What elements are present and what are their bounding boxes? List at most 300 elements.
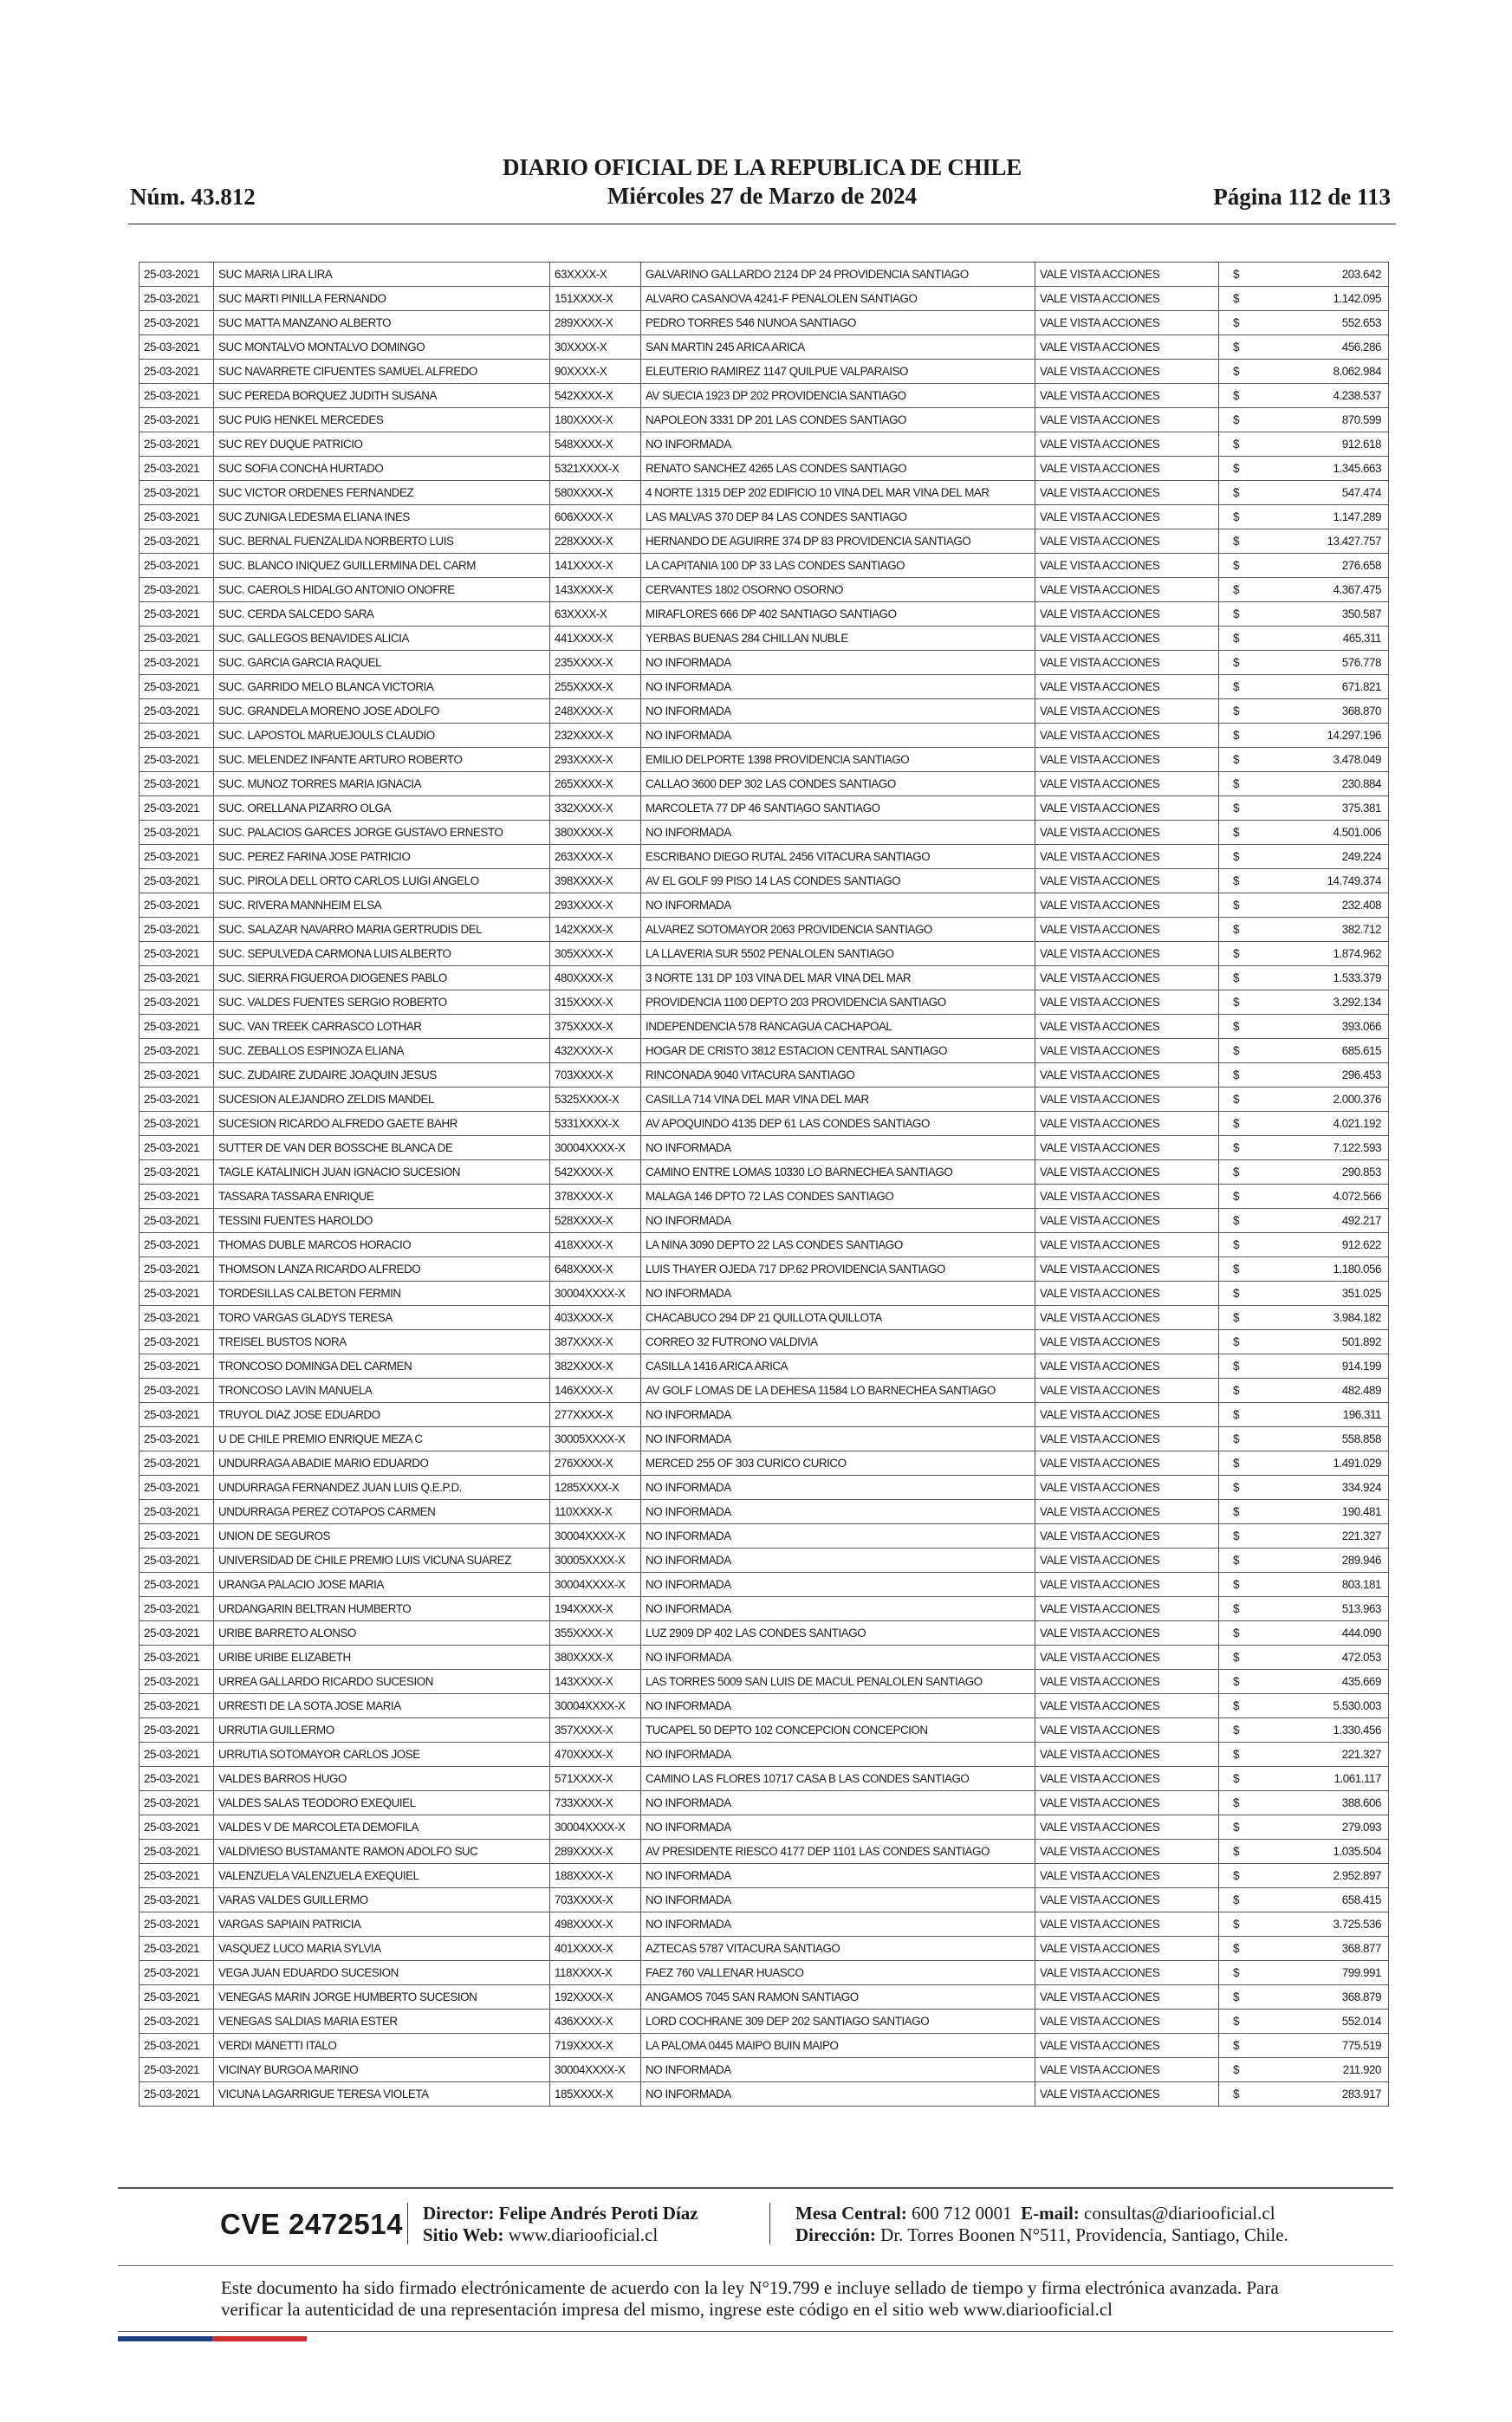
type-cell: VALE VISTA ACCIONES	[1035, 1330, 1219, 1354]
amount-cell: 5.530.003	[1271, 1694, 1389, 1718]
address-cell: LAS MALVAS 370 DEP 84 LAS CONDES SANTIAGO	[641, 505, 1035, 529]
rut-cell: 143XXXX-X	[550, 1670, 641, 1694]
web-link[interactable]: www.diariooficial.cl	[508, 2224, 659, 2245]
currency-cell: $	[1219, 1767, 1271, 1791]
amount-cell: 4.238.537	[1271, 384, 1389, 408]
name-cell: URIBE URIBE ELIZABETH	[214, 1646, 550, 1670]
type-cell: VALE VISTA ACCIONES	[1035, 1864, 1219, 1888]
table-row	[140, 1427, 1389, 1451]
currency-cell: $	[1219, 942, 1271, 966]
type-cell: VALE VISTA ACCIONES	[1035, 724, 1219, 748]
address-cell: NO INFORMADA	[641, 1912, 1035, 1937]
contact-block	[795, 2203, 1288, 2246]
type-cell: VALE VISTA ACCIONES	[1035, 869, 1219, 893]
name-cell: VARAS VALDES GUILLERMO	[214, 1888, 550, 1912]
name-cell: SUC. ORELLANA PIZARRO OLGA	[214, 796, 550, 821]
address-cell: NO INFORMADA	[641, 1282, 1035, 1306]
table-row	[140, 1088, 1389, 1112]
type-cell: VALE VISTA ACCIONES	[1035, 1257, 1219, 1282]
rut-cell: 375XXXX-X	[550, 1015, 641, 1039]
currency-cell: $	[1219, 408, 1271, 432]
name-cell: SUC. PALACIOS GARCES JORGE GUSTAVO ERNESTO	[214, 821, 550, 845]
name-cell: URRESTI DE LA SOTA JOSE MARIA	[214, 1694, 550, 1718]
name-cell: TASSARA TASSARA ENRIQUE	[214, 1185, 550, 1209]
name-cell: TAGLE KATALINICH JUAN IGNACIO SUCESION	[214, 1160, 550, 1185]
table-row	[140, 1451, 1389, 1476]
name-cell: SUC. GRANDELA MORENO JOSE ADOLFO	[214, 699, 550, 724]
table-row	[140, 1621, 1389, 1646]
address-cell: MIRAFLORES 666 DP 402 SANTIAGO SANTIAGO	[641, 602, 1035, 627]
amount-cell: 382.712	[1271, 918, 1389, 942]
type-cell: VALE VISTA ACCIONES	[1035, 1573, 1219, 1597]
amount-cell: 283.917	[1271, 2082, 1389, 2107]
amount-cell: 190.481	[1271, 1500, 1389, 1524]
name-cell: VARGAS SAPIAIN PATRICIA	[214, 1912, 550, 1937]
address-cell: NO INFORMADA	[641, 2082, 1035, 2107]
type-cell: VALE VISTA ACCIONES	[1035, 1354, 1219, 1379]
type-cell: VALE VISTA ACCIONES	[1035, 2010, 1219, 2034]
date-cell: 25-03-2021	[140, 1670, 214, 1694]
rut-cell: 194XXXX-X	[550, 1597, 641, 1621]
currency-cell: $	[1219, 1403, 1271, 1427]
date-cell: 25-03-2021	[140, 724, 214, 748]
footer-divider-bottom	[118, 2331, 1393, 2332]
type-cell: VALE VISTA ACCIONES	[1035, 1524, 1219, 1549]
table-row	[140, 1063, 1389, 1088]
amount-cell: 671.821	[1271, 675, 1389, 699]
type-cell: VALE VISTA ACCIONES	[1035, 699, 1219, 724]
type-cell: VALE VISTA ACCIONES	[1035, 1112, 1219, 1136]
date-cell: 25-03-2021	[140, 384, 214, 408]
currency-cell: $	[1219, 360, 1271, 384]
type-cell: VALE VISTA ACCIONES	[1035, 1282, 1219, 1306]
name-cell: SUC. PIROLA DELL ORTO CARLOS LUIGI ANGELO	[214, 869, 550, 893]
amount-cell: 14.297.196	[1271, 724, 1389, 748]
name-cell: VALDES V DE MARCOLETA DEMOFILA	[214, 1815, 550, 1840]
date-cell: 25-03-2021	[140, 1257, 214, 1282]
rut-cell: 436XXXX-X	[550, 2010, 641, 2034]
address-cell: NO INFORMADA	[641, 1476, 1035, 1500]
date-cell: 25-03-2021	[140, 1112, 214, 1136]
rut-cell: 30004XXXX-X	[550, 1282, 641, 1306]
footer-separator	[407, 2203, 408, 2244]
address-cell: NO INFORMADA	[641, 1524, 1035, 1549]
type-cell: VALE VISTA ACCIONES	[1035, 1306, 1219, 1330]
table-row	[140, 942, 1389, 966]
amount-cell: 3.984.182	[1271, 1306, 1389, 1330]
table-row	[140, 1185, 1389, 1209]
name-cell: TRUYOL DIAZ JOSE EDUARDO	[214, 1403, 550, 1427]
type-cell: VALE VISTA ACCIONES	[1035, 1912, 1219, 1937]
rut-cell: 498XXXX-X	[550, 1912, 641, 1937]
address-cell: FAEZ 760 VALLENAR HUASCO	[641, 1961, 1035, 1985]
amount-cell: 1.035.504	[1271, 1840, 1389, 1864]
rut-cell: 289XXXX-X	[550, 311, 641, 335]
address-cell: SAN MARTIN 245 ARICA ARICA	[641, 335, 1035, 360]
name-cell: SUC PEREDA BORQUEZ JUDITH SUSANA	[214, 384, 550, 408]
date-cell: 25-03-2021	[140, 554, 214, 578]
amount-cell: 7.122.593	[1271, 1136, 1389, 1160]
table-row	[140, 1670, 1389, 1694]
amount-cell: 552.014	[1271, 2010, 1389, 2034]
name-cell: URANGA PALACIO JOSE MARIA	[214, 1573, 550, 1597]
currency-cell: $	[1219, 1088, 1271, 1112]
rut-cell: 480XXXX-X	[550, 966, 641, 990]
currency-cell: $	[1219, 1961, 1271, 1985]
table-row	[140, 432, 1389, 457]
footer-separator	[769, 2203, 770, 2244]
rut-cell: 180XXXX-X	[550, 408, 641, 432]
amount-cell: 870.599	[1271, 408, 1389, 432]
address-cell: CALLAO 3600 DEP 302 LAS CONDES SANTIAGO	[641, 772, 1035, 796]
amount-cell: 576.778	[1271, 651, 1389, 675]
date-cell: 25-03-2021	[140, 699, 214, 724]
type-cell: VALE VISTA ACCIONES	[1035, 554, 1219, 578]
amount-cell: 912.622	[1271, 1233, 1389, 1257]
address-cell: AV SUECIA 1923 DP 202 PROVIDENCIA SANTIAGO	[641, 384, 1035, 408]
name-cell: TORO VARGAS GLADYS TERESA	[214, 1306, 550, 1330]
amount-cell: 230.884	[1271, 772, 1389, 796]
table-row	[140, 724, 1389, 748]
rut-cell: 648XXXX-X	[550, 1257, 641, 1282]
date-cell: 25-03-2021	[140, 1718, 214, 1743]
amount-cell: 203.642	[1271, 263, 1389, 287]
date-cell: 25-03-2021	[140, 651, 214, 675]
address-cell: NO INFORMADA	[641, 1403, 1035, 1427]
date-cell: 25-03-2021	[140, 1451, 214, 1476]
date-cell: 25-03-2021	[140, 481, 214, 505]
rut-cell: 188XXXX-X	[550, 1864, 641, 1888]
date-cell: 25-03-2021	[140, 1743, 214, 1767]
amount-cell: 444.090	[1271, 1621, 1389, 1646]
currency-cell: $	[1219, 457, 1271, 481]
currency-cell: $	[1219, 1888, 1271, 1912]
type-cell: VALE VISTA ACCIONES	[1035, 311, 1219, 335]
address-cell: NO INFORMADA	[641, 1597, 1035, 1621]
address-cell: YERBAS BUENAS 284 CHILLAN NUBLE	[641, 627, 1035, 651]
amount-cell: 296.453	[1271, 1063, 1389, 1088]
address-cell: RINCONADA 9040 VITACURA SANTIAGO	[641, 1063, 1035, 1088]
amount-cell: 289.946	[1271, 1549, 1389, 1573]
rut-cell: 30005XXXX-X	[550, 1549, 641, 1573]
type-cell: VALE VISTA ACCIONES	[1035, 1209, 1219, 1233]
type-cell: VALE VISTA ACCIONES	[1035, 918, 1219, 942]
name-cell: SUCESION RICARDO ALFREDO GAETE BAHR	[214, 1112, 550, 1136]
rut-cell: 141XXXX-X	[550, 554, 641, 578]
date-cell: 25-03-2021	[140, 772, 214, 796]
address-cell: LAS TORRES 5009 SAN LUIS DE MACUL PENALOLEN SANTIAGO	[641, 1670, 1035, 1694]
date-cell: 25-03-2021	[140, 408, 214, 432]
masthead	[128, 154, 1396, 210]
type-cell: VALE VISTA ACCIONES	[1035, 748, 1219, 772]
email-link[interactable]: consultas@diariooficial.cl	[1084, 2203, 1275, 2224]
type-cell: VALE VISTA ACCIONES	[1035, 651, 1219, 675]
currency-cell: $	[1219, 1597, 1271, 1621]
name-cell: VALDES BARROS HUGO	[214, 1767, 550, 1791]
date-cell: 25-03-2021	[140, 287, 214, 311]
address-cell: RENATO SANCHEZ 4265 LAS CONDES SANTIAGO	[641, 457, 1035, 481]
type-cell: VALE VISTA ACCIONES	[1035, 1403, 1219, 1427]
rut-cell: 293XXXX-X	[550, 893, 641, 918]
currency-cell: $	[1219, 1354, 1271, 1379]
name-cell: SUC. ZEBALLOS ESPINOZA ELIANA	[214, 1039, 550, 1063]
amount-cell: 1.533.379	[1271, 966, 1389, 990]
date-cell: 25-03-2021	[140, 578, 214, 602]
table-row	[140, 1306, 1389, 1330]
currency-cell: $	[1219, 1136, 1271, 1160]
amount-cell: 465.311	[1271, 627, 1389, 651]
director-label: Director:	[423, 2203, 495, 2224]
currency-cell: $	[1219, 2010, 1271, 2034]
address-cell: NO INFORMADA	[641, 1815, 1035, 1840]
address-cell: AV PRESIDENTE RIESCO 4177 DEP 1101 LAS CONDES SANTIAGO	[641, 1840, 1035, 1864]
table-row	[140, 627, 1389, 651]
address-cell: EMILIO DELPORTE 1398 PROVIDENCIA SANTIAGO	[641, 748, 1035, 772]
table-row	[140, 1500, 1389, 1524]
type-cell: VALE VISTA ACCIONES	[1035, 1767, 1219, 1791]
rut-cell: 142XXXX-X	[550, 918, 641, 942]
type-cell: VALE VISTA ACCIONES	[1035, 432, 1219, 457]
name-cell: SUC. RIVERA MANNHEIM ELSA	[214, 893, 550, 918]
table-row	[140, 772, 1389, 796]
table-row	[140, 1282, 1389, 1306]
address-value: Dr. Torres Boonen N°511, Providencia, Santiago, Chile.	[880, 2224, 1288, 2245]
currency-cell: $	[1219, 627, 1271, 651]
mesa-phone: 600 712 0001	[912, 2203, 1012, 2224]
currency-cell: $	[1219, 1112, 1271, 1136]
name-cell: VENEGAS MARIN JORGE HUMBERTO SUCESION	[214, 1985, 550, 2010]
address-cell: ESCRIBANO DIEGO RUTAL 2456 VITACURA SANTIAGO	[641, 845, 1035, 869]
rut-cell: 355XXXX-X	[550, 1621, 641, 1646]
type-cell: VALE VISTA ACCIONES	[1035, 1743, 1219, 1767]
address-cell: CHACABUCO 294 DP 21 QUILLOTA QUILLOTA	[641, 1306, 1035, 1330]
name-cell: THOMAS DUBLE MARCOS HORACIO	[214, 1233, 550, 1257]
address-cell: LA LLAVERIA SUR 5502 PENALOLEN SANTIAGO	[641, 942, 1035, 966]
date-cell: 25-03-2021	[140, 1306, 214, 1330]
chile-flag-stripe	[118, 2336, 307, 2341]
amount-cell: 279.093	[1271, 1815, 1389, 1840]
amount-cell: 351.025	[1271, 1282, 1389, 1306]
web-label: Sitio Web:	[423, 2224, 504, 2245]
currency-cell: $	[1219, 772, 1271, 796]
name-cell: VASQUEZ LUCO MARIA SYLVIA	[214, 1937, 550, 1961]
amount-cell: 658.415	[1271, 1888, 1389, 1912]
table-row	[140, 1961, 1389, 1985]
name-cell: SUC. VALDES FUENTES SERGIO ROBERTO	[214, 990, 550, 1015]
name-cell: VENEGAS SALDIAS MARIA ESTER	[214, 2010, 550, 2034]
type-cell: VALE VISTA ACCIONES	[1035, 287, 1219, 311]
date-cell: 25-03-2021	[140, 1282, 214, 1306]
amount-cell: 211.920	[1271, 2058, 1389, 2082]
rut-cell: 30004XXXX-X	[550, 1815, 641, 1840]
amount-cell: 1.142.095	[1271, 287, 1389, 311]
amount-cell: 4.367.475	[1271, 578, 1389, 602]
name-cell: URREA GALLARDO RICARDO SUCESION	[214, 1670, 550, 1694]
address-cell: NO INFORMADA	[641, 1888, 1035, 1912]
date-cell: 25-03-2021	[140, 505, 214, 529]
date-cell: 25-03-2021	[140, 821, 214, 845]
name-cell: UNDURRAGA PEREZ COTAPOS CARMEN	[214, 1500, 550, 1524]
name-cell: URRUTIA GUILLERMO	[214, 1718, 550, 1743]
table-row	[140, 1815, 1389, 1840]
name-cell: TRONCOSO DOMINGA DEL CARMEN	[214, 1354, 550, 1379]
date-cell: 25-03-2021	[140, 1573, 214, 1597]
date-cell: 25-03-2021	[140, 1379, 214, 1403]
address-cell: NO INFORMADA	[641, 1500, 1035, 1524]
rut-cell: 571XXXX-X	[550, 1767, 641, 1791]
date-cell: 25-03-2021	[140, 1864, 214, 1888]
rut-cell: 315XXXX-X	[550, 990, 641, 1015]
date-cell: 25-03-2021	[140, 602, 214, 627]
amount-cell: 368.870	[1271, 699, 1389, 724]
amount-cell: 334.924	[1271, 1476, 1389, 1500]
amount-cell: 492.217	[1271, 1209, 1389, 1233]
rut-cell: 265XXXX-X	[550, 772, 641, 796]
rut-cell: 382XXXX-X	[550, 1354, 641, 1379]
name-cell: UNDURRAGA FERNANDEZ JUAN LUIS Q.E.P.D.	[214, 1476, 550, 1500]
rut-cell: 277XXXX-X	[550, 1403, 641, 1427]
currency-cell: $	[1219, 651, 1271, 675]
amount-cell: 2.952.897	[1271, 1864, 1389, 1888]
table-row	[140, 481, 1389, 505]
rut-cell: 305XXXX-X	[550, 942, 641, 966]
rut-cell: 378XXXX-X	[550, 1185, 641, 1209]
date-cell: 25-03-2021	[140, 1209, 214, 1233]
address-cell: NO INFORMADA	[641, 1209, 1035, 1233]
table-row	[140, 1791, 1389, 1815]
address-cell: LUZ 2909 DP 402 LAS CONDES SANTIAGO	[641, 1621, 1035, 1646]
amount-cell: 1.147.289	[1271, 505, 1389, 529]
type-cell: VALE VISTA ACCIONES	[1035, 1815, 1219, 1840]
currency-cell: $	[1219, 1670, 1271, 1694]
rut-cell: 30004XXXX-X	[550, 1524, 641, 1549]
rut-cell: 248XXXX-X	[550, 699, 641, 724]
name-cell: SUC. PEREZ FARINA JOSE PATRICIO	[214, 845, 550, 869]
table-row	[140, 1573, 1389, 1597]
amount-cell: 4.072.566	[1271, 1185, 1389, 1209]
rut-cell: 5331XXXX-X	[550, 1112, 641, 1136]
address-cell: NO INFORMADA	[641, 432, 1035, 457]
amount-cell: 1.061.117	[1271, 1767, 1389, 1791]
table-row	[140, 893, 1389, 918]
rut-cell: 606XXXX-X	[550, 505, 641, 529]
name-cell: SUC ZUNIGA LEDESMA ELIANA INES	[214, 505, 550, 529]
currency-cell: $	[1219, 1573, 1271, 1597]
date-cell: 25-03-2021	[140, 1233, 214, 1257]
address-cell: NO INFORMADA	[641, 1573, 1035, 1597]
currency-cell: $	[1219, 1282, 1271, 1306]
type-cell: VALE VISTA ACCIONES	[1035, 1233, 1219, 1257]
type-cell: VALE VISTA ACCIONES	[1035, 263, 1219, 287]
currency-cell: $	[1219, 1791, 1271, 1815]
rut-cell: 143XXXX-X	[550, 578, 641, 602]
signature-notice: Este documento ha sido firmado electrónicamente de acuerdo con la ley N°19.799 e incluye sellado de tiempo y firma electrónica avanzada. Para verificar la autenticidad de una representación impresa del mismo, ingrese este código en el sitio web www.diariooficial.cl	[221, 2277, 1279, 2320]
date-cell: 25-03-2021	[140, 748, 214, 772]
date-cell: 25-03-2021	[140, 1767, 214, 1791]
type-cell: VALE VISTA ACCIONES	[1035, 481, 1219, 505]
table-row	[140, 1985, 1389, 2010]
rut-cell: 30XXXX-X	[550, 335, 641, 360]
date-cell: 25-03-2021	[140, 1791, 214, 1815]
currency-cell: $	[1219, 481, 1271, 505]
currency-cell: $	[1219, 1718, 1271, 1743]
rut-cell: 719XXXX-X	[550, 2034, 641, 2058]
currency-cell: $	[1219, 1185, 1271, 1209]
type-cell: VALE VISTA ACCIONES	[1035, 1621, 1219, 1646]
table-row	[140, 1112, 1389, 1136]
amount-cell: 914.199	[1271, 1354, 1389, 1379]
table-row	[140, 1257, 1389, 1282]
type-cell: VALE VISTA ACCIONES	[1035, 529, 1219, 554]
records-table	[139, 262, 1389, 2107]
type-cell: VALE VISTA ACCIONES	[1035, 1451, 1219, 1476]
type-cell: VALE VISTA ACCIONES	[1035, 966, 1219, 990]
date-cell: 25-03-2021	[140, 1063, 214, 1088]
name-cell: VICINAY BURGOA MARINO	[214, 2058, 550, 2082]
table-row	[140, 2058, 1389, 2082]
name-cell: VALENZUELA VALENZUELA EXEQUIEL	[214, 1864, 550, 1888]
address-cell: CAMINO LAS FLORES 10717 CASA B LAS CONDES SANTIAGO	[641, 1767, 1035, 1791]
name-cell: SUC. ZUDAIRE ZUDAIRE JOAQUIN JESUS	[214, 1063, 550, 1088]
currency-cell: $	[1219, 2058, 1271, 2082]
amount-cell: 388.606	[1271, 1791, 1389, 1815]
type-cell: VALE VISTA ACCIONES	[1035, 2082, 1219, 2107]
table-row	[140, 602, 1389, 627]
address-label: Dirección:	[795, 2224, 876, 2245]
currency-cell: $	[1219, 554, 1271, 578]
name-cell: SUC MATTA MANZANO ALBERTO	[214, 311, 550, 335]
address-cell: NO INFORMADA	[641, 675, 1035, 699]
date-cell: 25-03-2021	[140, 1524, 214, 1549]
date-cell: 25-03-2021	[140, 2034, 214, 2058]
type-cell: VALE VISTA ACCIONES	[1035, 578, 1219, 602]
address-cell: HERNANDO DE AGUIRRE 374 DP 83 PROVIDENCIA SANTIAGO	[641, 529, 1035, 554]
currency-cell: $	[1219, 529, 1271, 554]
name-cell: UNION DE SEGUROS	[214, 1524, 550, 1549]
table-row	[140, 1718, 1389, 1743]
table-row	[140, 1912, 1389, 1937]
director-block	[423, 2203, 698, 2246]
currency-cell: $	[1219, 1621, 1271, 1646]
rut-cell: 398XXXX-X	[550, 869, 641, 893]
currency-cell: $	[1219, 1743, 1271, 1767]
currency-cell: $	[1219, 821, 1271, 845]
rut-cell: 528XXXX-X	[550, 1209, 641, 1233]
currency-cell: $	[1219, 384, 1271, 408]
type-cell: VALE VISTA ACCIONES	[1035, 2034, 1219, 2058]
type-cell: VALE VISTA ACCIONES	[1035, 602, 1219, 627]
rut-cell: 30004XXXX-X	[550, 2058, 641, 2082]
amount-cell: 456.286	[1271, 335, 1389, 360]
amount-cell: 4.501.006	[1271, 821, 1389, 845]
table-row	[140, 1160, 1389, 1185]
currency-cell: $	[1219, 2082, 1271, 2107]
type-cell: VALE VISTA ACCIONES	[1035, 845, 1219, 869]
type-cell: VALE VISTA ACCIONES	[1035, 1185, 1219, 1209]
amount-cell: 552.653	[1271, 311, 1389, 335]
address-cell: NO INFORMADA	[641, 893, 1035, 918]
address-cell: GALVARINO GALLARDO 2124 DP 24 PROVIDENCIA SANTIAGO	[641, 263, 1035, 287]
address-cell: NO INFORMADA	[641, 1743, 1035, 1767]
amount-cell: 1.345.663	[1271, 457, 1389, 481]
table-row	[140, 1694, 1389, 1718]
amount-cell: 13.427.757	[1271, 529, 1389, 554]
currency-cell: $	[1219, 1427, 1271, 1451]
currency-cell: $	[1219, 990, 1271, 1015]
type-cell: VALE VISTA ACCIONES	[1035, 1985, 1219, 2010]
records-table-body	[140, 263, 1389, 2107]
address-cell: NO INFORMADA	[641, 1864, 1035, 1888]
